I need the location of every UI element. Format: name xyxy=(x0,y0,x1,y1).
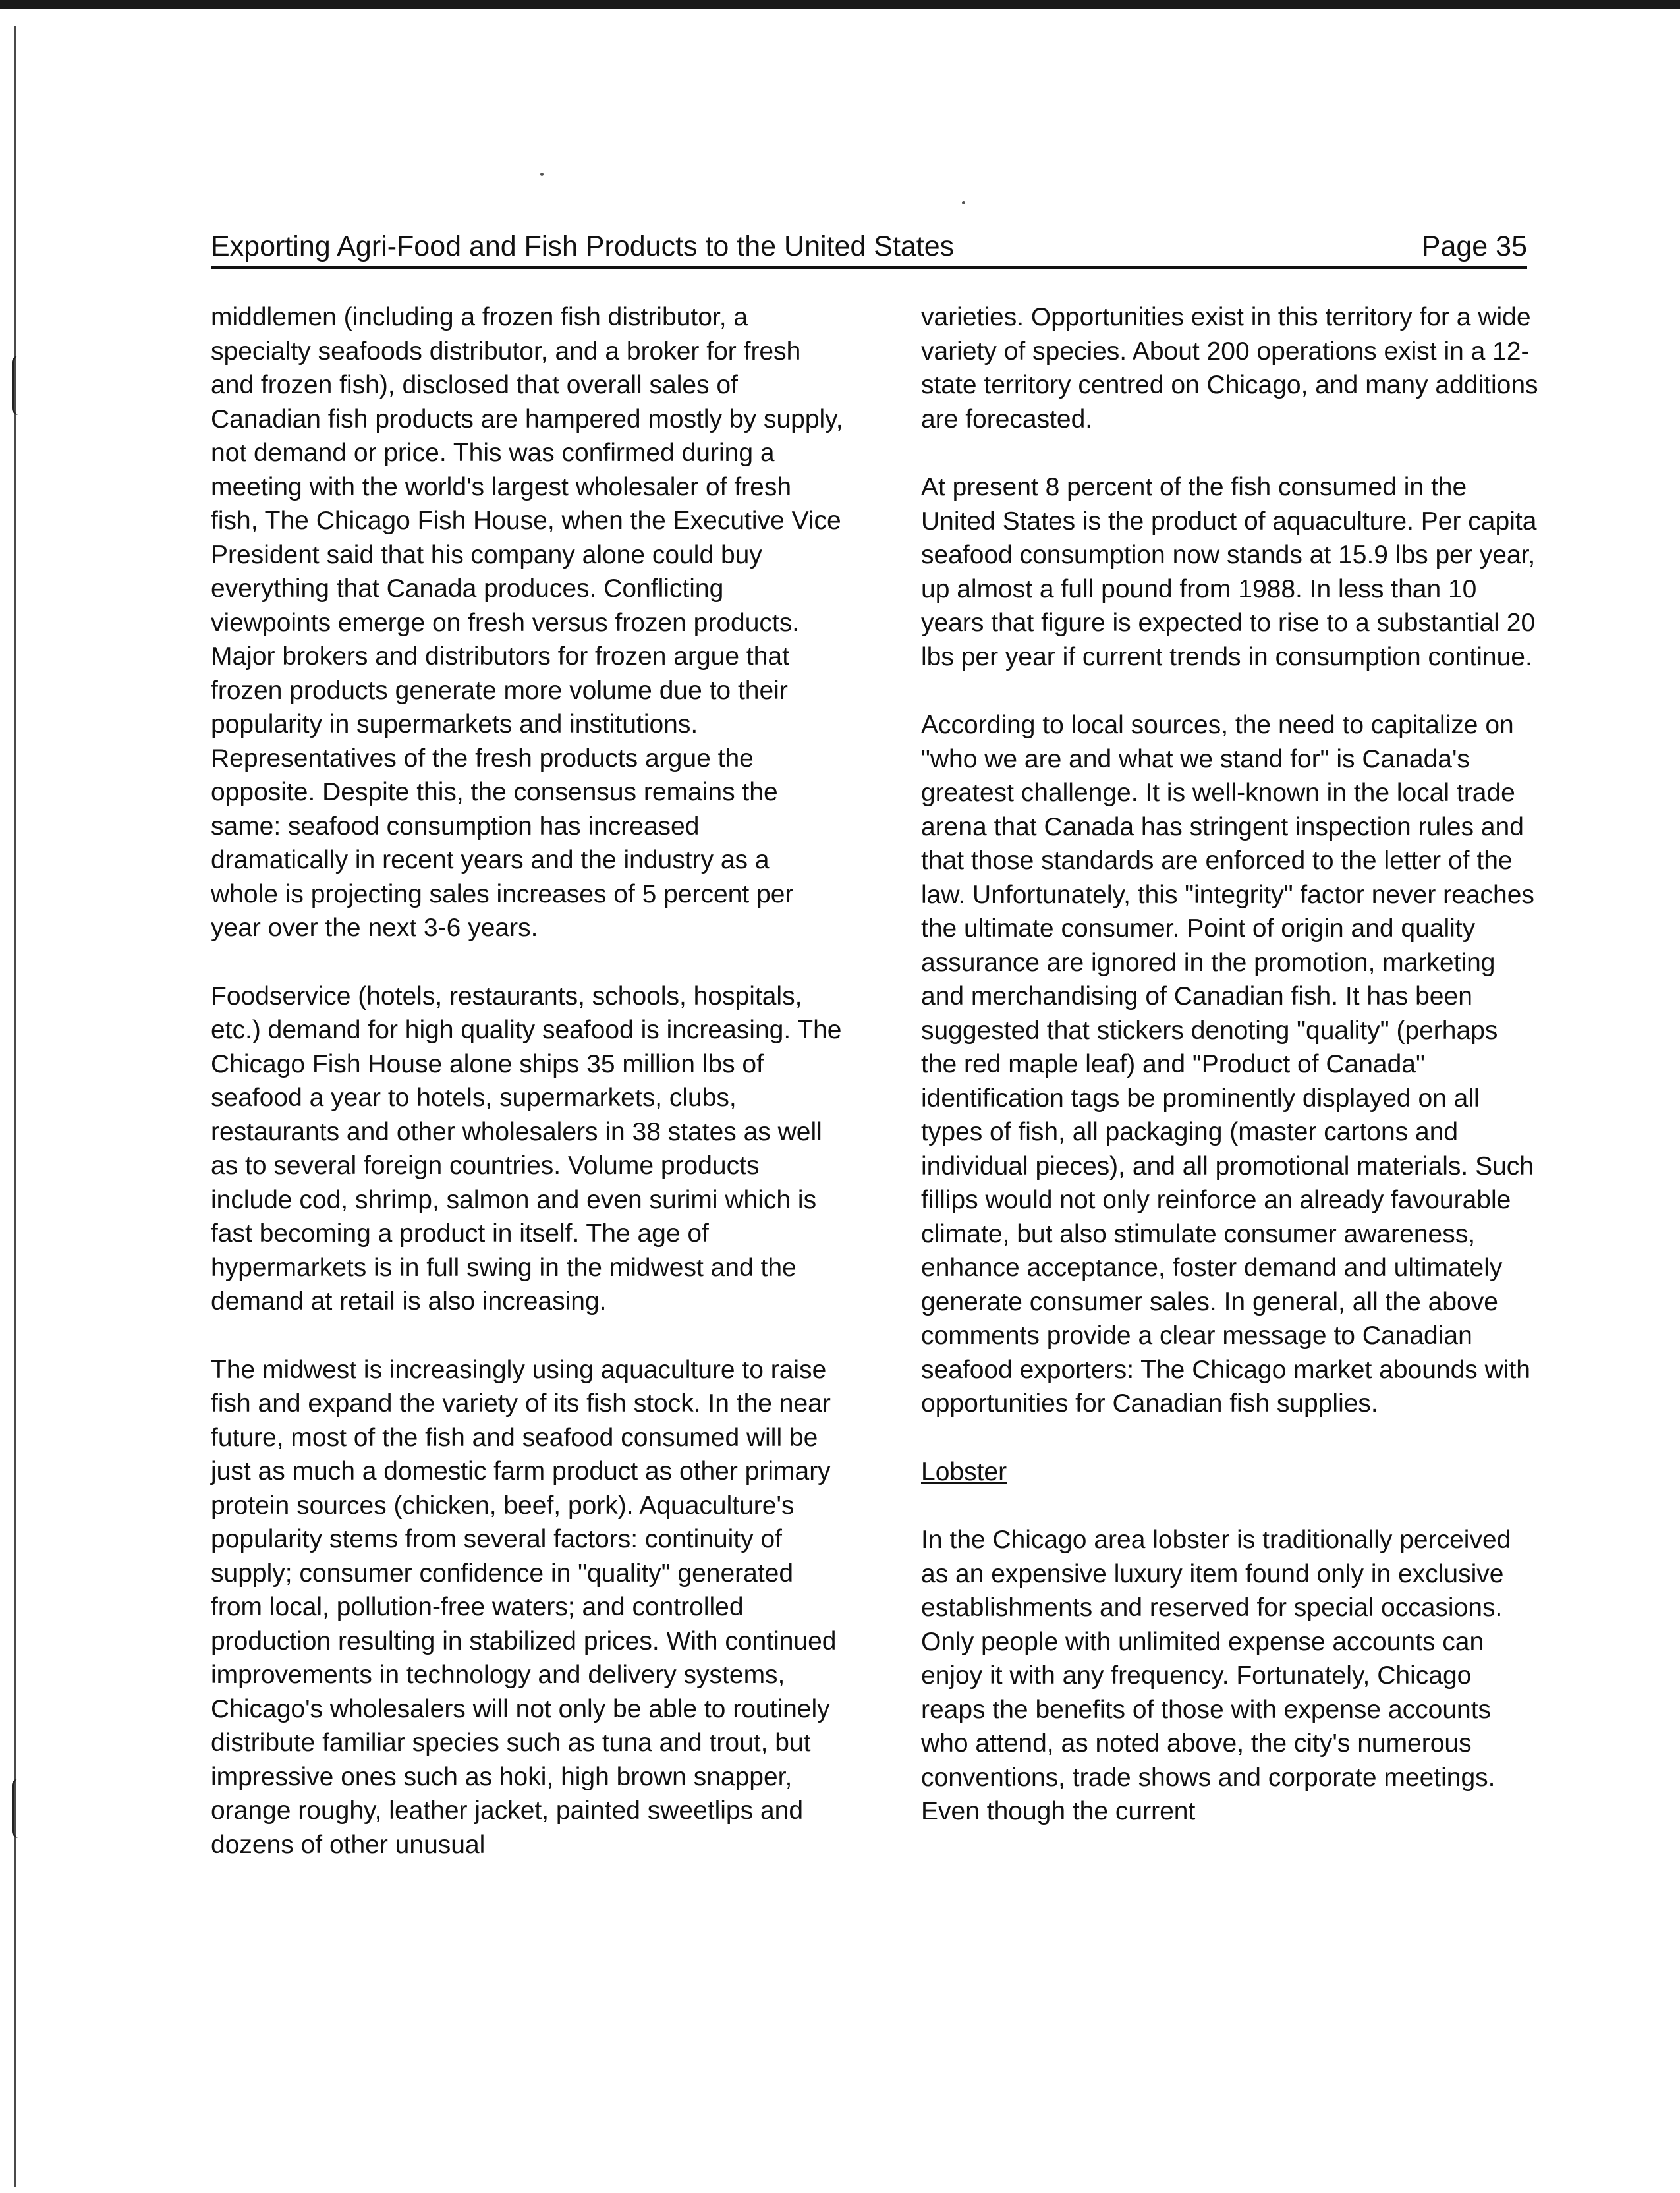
document-title: Exporting Agri-Food and Fish Products to the United States xyxy=(211,231,955,262)
right-column xyxy=(921,300,1540,1863)
paragraph: According to local sources, the need to capitalize on "who we are and what we stand for" is Canada's greatest challenge. It is well-known in the local trade arena that Canada has stringent inspection rules and that those standards are enforced to the letter of the law. Unfortunately, this "integrity" factor never reaches the ultimate consumer. Point of origin and quality assurance are ignored in the promotion, marketing and merchandising of Canadian fish. It has been suggested that stickers denoting "quality" (perhaps the red maple leaf) and "Product of Canada" identification tags be prominently displayed on all types of fish, all packaging (master cartons and individual pieces), and all promotional materials. Such fillips would not only reinforce an already favourable climate, but also stimulate consumer awareness, enhance acceptance, foster demand and ultimately generate consumer sales. In general, all the above comments provide a clear message to Canadian seafood exporters: The Chicago market abounds with opportunities for Canadian fish supplies. xyxy=(921,711,1534,1418)
page-number: Page 35 xyxy=(1421,231,1527,262)
section-heading-lobster: Lobster xyxy=(921,1457,1007,1486)
paragraph: middlemen (including a frozen fish distributor, a specialty seafoods distributor, and a broker for fresh and frozen fish), disclosed that overall sales of Canadian fish products are hampered mostly by supply, not demand or price. This was confirmed during a meeting with the world's largest wholesaler of fresh fish, The Chicago Fish House, when the Executive Vice President said that his company alone could buy everything that Canada produces. Conflicting viewpoints emerge on fresh versus frozen products. Major brokers and distributors for frozen argue that frozen products generate more volume due to their popularity in supermarkets and institutions. Representatives of the fresh products argue the opposite. Despite this, the consensus remains the same: seafood consumption has increased dramatically in recent years and the industry as a whole is projecting sales increases of 5 percent per year over the next 3-6 years. xyxy=(211,303,843,942)
scan-top-border xyxy=(0,0,1680,9)
scan-speck xyxy=(540,173,544,176)
page-header xyxy=(211,227,1527,269)
scan-speck xyxy=(962,201,965,204)
paragraph: Foodservice (hotels, restaurants, schools, hospitals, etc.) demand for high quality seafood is increasing. The Chicago Fish House alone ships 35 million lbs of seafood a year to hotels, supermarkets, clubs, restaurants and other wholesalers in 38 states as well as to several foreign countries. Volume products include cod, shrimp, salmon and even surimi which is fast becoming a product in itself. The age of hypermarkets is in full swing in the midwest and the demand at retail is also increasing. xyxy=(211,982,842,1316)
scan-edge-mark xyxy=(12,1779,21,1838)
left-column xyxy=(211,300,843,1896)
scan-left-edge xyxy=(14,26,16,2187)
paragraph: At present 8 percent of the fish consumed in the United States is the product of aquaculture. Per capita seafood consumption now stands at 15.9 lbs per year, up almost a full pound from 1988. In less than 10 years that figure is expected to rise to a substantial 20 lbs per year if current trends in consumption continue. xyxy=(921,473,1537,671)
paragraph: In the Chicago area lobster is traditionally perceived as an expensive luxury item found only in exclusive establishments and reserved for special occasions. Only people with unlimited expense accounts can enjoy it with any frequency. Fortunately, Chicago reaps the benefits of those with expense accounts who attend, as noted above, the city's numerous conventions, trade shows and corporate meetings. Even though the current xyxy=(921,1526,1511,1825)
paragraph: varieties. Opportunities exist in this territory for a wide variety of species. About 200 operations exist in a 12-state territory centred on Chicago, and many additions are forecasted. xyxy=(921,303,1538,433)
paragraph: The midwest is increasingly using aquaculture to raise fish and expand the variety of its fish stock. In the near future, most of the fish and seafood consumed will be just as much a domestic farm product as other primary protein sources (chicken, beef, pork). Aquaculture's popularity stems from several factors: continuity of supply; consumer confidence in "quality" generated from local, pollution-free waters; and controlled production resulting in stabilized prices. With continued improvements in technology and delivery systems, Chicago's wholesalers will not only be able to routinely distribute familiar species such as tuna and trout, but impressive ones such as hoki, high brown snapper, orange roughy, leather jacket, painted sweetlips and dozens of other unusual xyxy=(211,1355,837,1859)
scan-edge-mark xyxy=(12,356,21,415)
